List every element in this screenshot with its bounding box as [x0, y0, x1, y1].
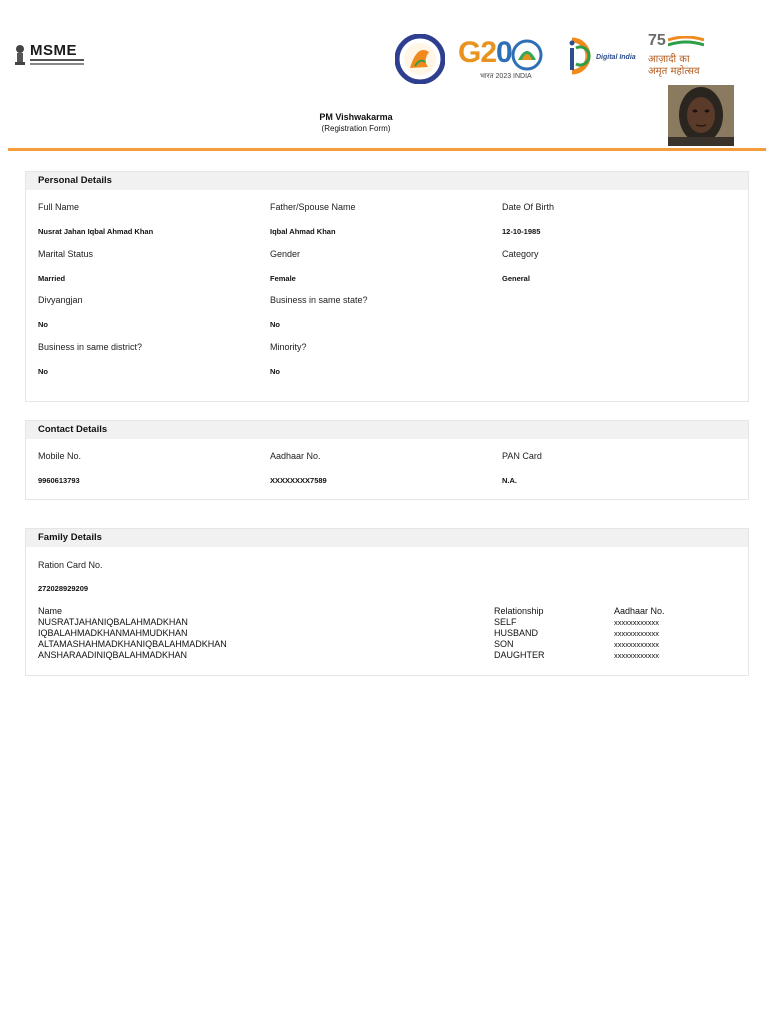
field-value: XXXXXXXX7589 [270, 476, 327, 485]
national-emblem-icon [14, 44, 26, 66]
field-value: No [38, 320, 48, 329]
contact-details-section [25, 420, 749, 500]
field-label: Father/Spouse Name [270, 202, 356, 212]
section-heading: Personal Details [26, 172, 748, 190]
member-aadhaar: xxxxxxxxxxxx [614, 651, 659, 660]
g20-tagline: भारत 2023 INDIA [480, 73, 532, 80]
member-aadhaar: xxxxxxxxxxxx [614, 640, 659, 649]
msme-wordmark: MSME [30, 42, 77, 59]
field-label: Minority? [270, 342, 307, 352]
page-title: PM Vishwakarma [319, 112, 393, 122]
field-label: Mobile No. [38, 451, 82, 461]
member-relationship: HUSBAND [494, 628, 539, 638]
g20-logo: G20 भारत 2023 INDIA [458, 36, 548, 82]
member-name: NUSRATJAHANIQBALAHMADKHAN [38, 617, 188, 627]
member-relationship: SELF [494, 617, 517, 627]
field-label: Gender [270, 249, 301, 259]
member-aadhaar: xxxxxxxxxxxx [614, 618, 659, 627]
ration-card-label: Ration Card No. [38, 560, 103, 570]
member-name: IQBALAHMADKHANMAHMUDKHAN [38, 628, 188, 638]
family-details-section [25, 528, 749, 676]
field-value: No [270, 320, 280, 329]
field-label: Divyangjan [38, 295, 83, 305]
field-value: Nusrat Jahan Iqbal Ahmad Khan [38, 227, 154, 236]
azadi-ka-amrit-mahotsav-logo: 75 आज़ादी का अमृत महोत्सव [648, 32, 708, 80]
field-value: General [502, 274, 530, 283]
section-heading: Contact Details [26, 421, 748, 439]
field-value: Iqbal Ahmad Khan [270, 227, 336, 236]
msme-tagline-lines [30, 59, 84, 61]
field-label: Full Name [38, 202, 80, 212]
column-header-name: Name [38, 606, 63, 616]
member-name: ANSHARAADINIQBALAHMADKHAN [38, 650, 188, 660]
field-value: 9960613793 [38, 476, 80, 485]
header-divider [8, 148, 766, 151]
ration-card-value: 272028929209 [38, 584, 89, 593]
field-value: Married [38, 274, 66, 283]
msme-logo [14, 44, 84, 70]
member-relationship: DAUGHTER [494, 650, 545, 660]
field-value: No [38, 367, 48, 376]
form-header [0, 0, 768, 152]
field-value: No [270, 367, 280, 376]
field-label: Marital Status [38, 249, 94, 259]
member-name: ALTAMASHAHMADKHANIQBALAHMADKHAN [38, 639, 227, 649]
member-aadhaar: xxxxxxxxxxxx [614, 629, 659, 638]
column-header-aadhaar: Aadhaar No. [614, 606, 665, 616]
field-label: PAN Card [502, 451, 542, 461]
personal-details-section [25, 171, 749, 402]
field-label: Aadhaar No. [270, 451, 321, 461]
applicant-portrait-icon [668, 85, 734, 146]
field-value: N.A. [502, 476, 517, 485]
section-heading: Family Details [26, 529, 748, 547]
field-label: Business in same district? [38, 342, 143, 352]
field-value: Female [270, 274, 296, 283]
field-label: Date Of Birth [502, 202, 555, 212]
member-relationship: SON [494, 639, 514, 649]
globe-lotus-icon [510, 38, 544, 72]
column-header-relationship: Relationship [494, 606, 544, 616]
applicant-photo [668, 85, 734, 146]
digital-india-logo: Digital India [562, 36, 640, 76]
vishwakarma-logo-icon [395, 34, 445, 84]
page-subtitle: (Registration Form) [321, 124, 391, 133]
field-value: 12-10-1985 [502, 227, 541, 236]
partner-logos [390, 30, 710, 90]
field-label: Category [502, 249, 539, 259]
tricolor-flag-icon [668, 36, 704, 50]
field-label: Business in same state? [270, 295, 368, 305]
digital-india-icon [562, 36, 596, 76]
